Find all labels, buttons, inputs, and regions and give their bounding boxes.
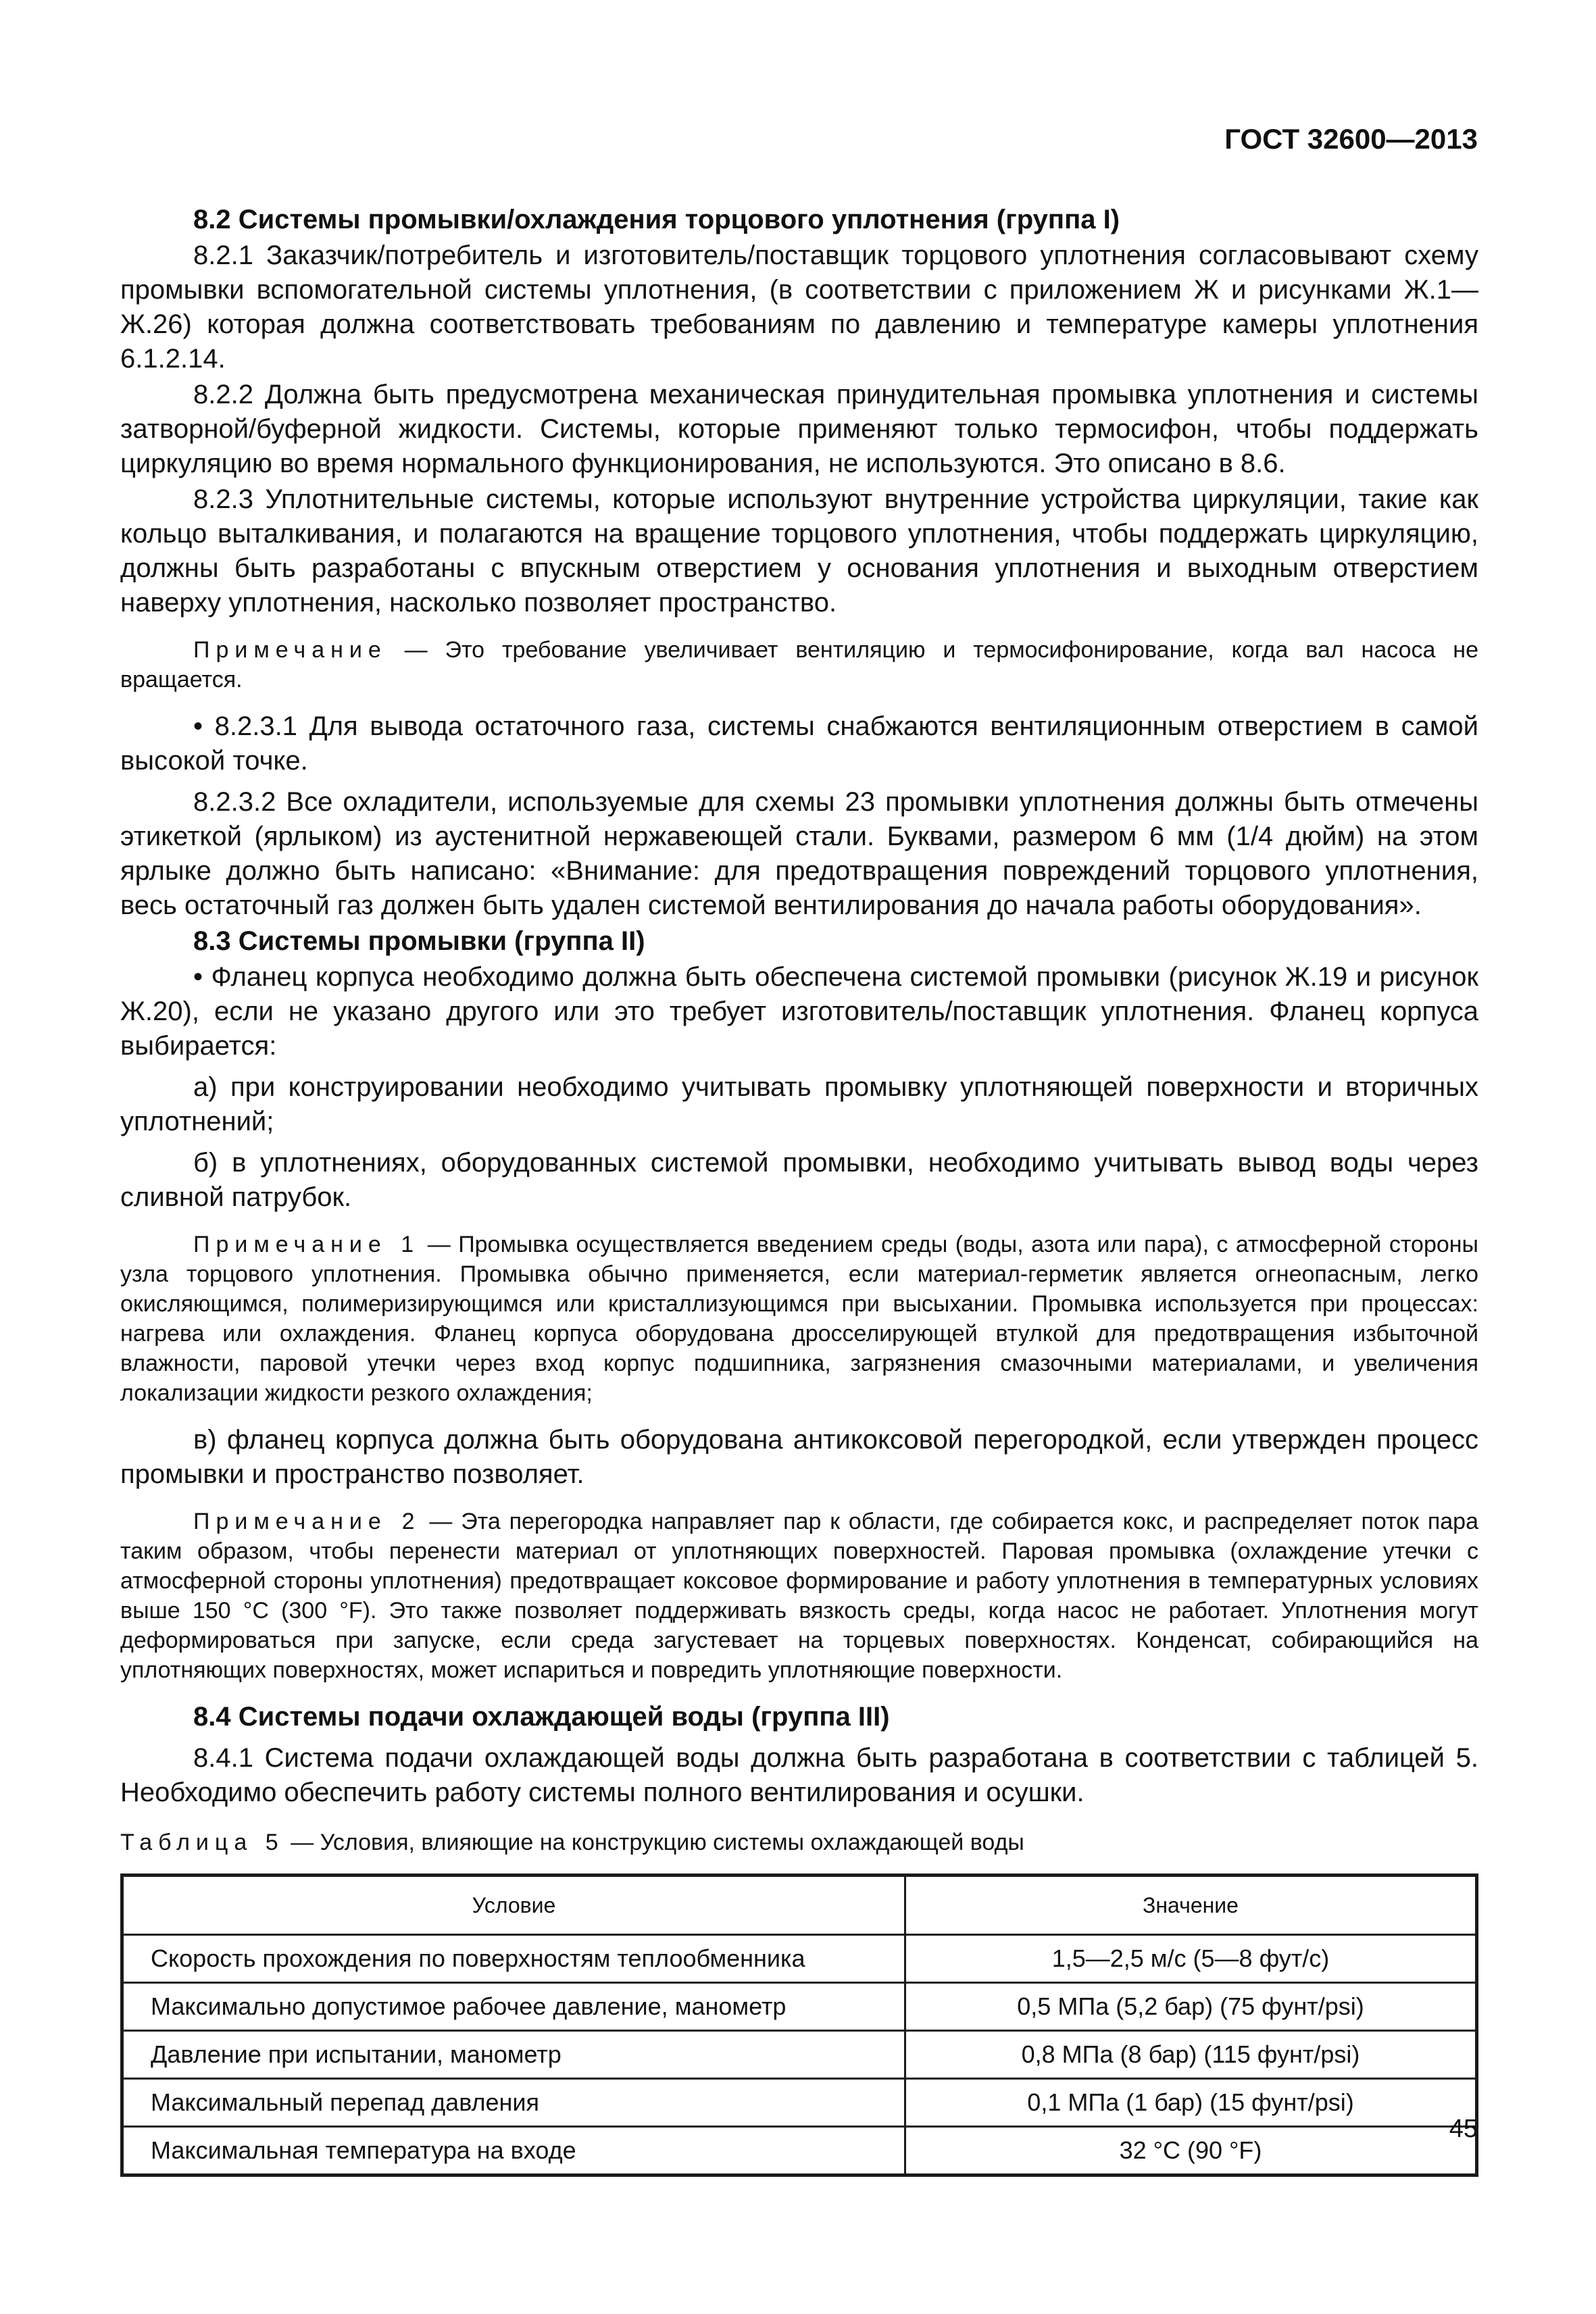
note-8-2-3 [120, 635, 1478, 695]
list-item-b: б) в уплотнениях, оборудованных системой промывки, необходимо учитывать вывод воды через сливной патрубок. [120, 1148, 1478, 1212]
table-row [122, 2127, 1477, 2175]
condition-cell: Максимальный перепад давления [122, 2079, 905, 2127]
table-5-caption [120, 1828, 1478, 1857]
column-header-value: Значение [905, 1876, 1477, 1935]
table-header-row [122, 1876, 1477, 1935]
section-heading-8-2: 8.2 Системы промывки/охлаждения торцового уплотнения (группа I) [193, 205, 1120, 234]
note-text: — Это требование увеличивает вентиляцию и термосифонирование, когда вал насоса не вращается. [120, 637, 1478, 693]
table-caption-label: Таблица 5 [120, 1830, 284, 1855]
paragraph-8-2-3: 8.2.3 Уплотнительные системы, которые используют внутренние устройства циркуляции, такие как кольцо выталкивания, и полагаются на вращение торцового уплотнения, чтобы поддержать циркуляцию, должны быть разработаны с впускным отверстием у основания уплотнения и выходным отверстием наверху уплотнения, насколько позволяет пространство. [120, 484, 1478, 618]
paragraph-8-2-3-2: 8.2.3.2 Все охладители, используемые для схемы 23 промывки уплотнения должны быть отмечены этикеткой (ярлыком) из аустенитной нержавеющей стали. Буквами, размером 6 мм (1/4 дюйм) на этом ярлыке должно быть написано: «Внимание: для предотвращения повреждений торцового уплотнения, весь остаточный газ должен быть удален системой вентилирования до начала работы оборудования». [120, 787, 1478, 920]
value-cell: 0,1 МПа (1 бар) (15 фунт/psi) [905, 2079, 1477, 2127]
value-cell: 32 °С (90 °F) [905, 2127, 1477, 2175]
note-1-text: — Промывка осуществляется введением среды (воды, азота или пара), с атмосферной стороны узла торцового уплотнения. Промывка обычно применяется, если материал-герметик является огнеопасным, легко окисляющимся, полимеризирующимся или кристаллизующимся при высыхании. Промывка используется при процессах: нагрева или охлаждения. Фланец корпуса оборудована дросселирующей втулкой для предотвращения избыточной влажности, паровой утечки через вход корпус подшипника, загрязнения смазочными материалами, и увеличения локализации жидкости резкого охлаждения; [120, 1232, 1478, 1406]
value-cell: 1,5—2,5 м/с (5—8 фут/с) [905, 1935, 1477, 1983]
list-item-a: а) при конструировании необходимо учитывать промывку уплотняющей поверхности и вторичных уплотнений; [120, 1072, 1478, 1136]
condition-cell: Максимальная температура на входе [122, 2127, 905, 2175]
value-cell: 0,5 МПа (5,2 бар) (75 фунт/psi) [905, 1983, 1477, 2031]
column-header-condition: Условие [122, 1876, 905, 1935]
condition-cell: Давление при испытании, манометр [122, 2031, 905, 2079]
table-row [122, 1935, 1477, 1983]
paragraph-8-2-1: 8.2.1 Заказчик/потребитель и изготовитель/поставщик торцового уплотнения согласовывают схему промывки вспомогательной системы уплотнения, (в соответствии с приложением Ж и рисунками Ж.1—Ж.26) которая должна соответствовать требованиям по давлению и температуре камеры уплотнения 6.1.2.14. [120, 241, 1478, 374]
table-row [122, 2079, 1477, 2127]
table-5 [120, 1873, 1478, 2177]
value-cell: 0,8 МПа (8 бар) (115 фунт/psi) [905, 2031, 1477, 2079]
note-2-label: Примечание 2 [193, 1509, 421, 1534]
note-2 [120, 1507, 1478, 1685]
page-number: 45 [1449, 2115, 1478, 2143]
note-label: Примечание [193, 637, 387, 663]
note-2-text: — Эта перегородка направляет пар к области, где собирается кокс, и распределяет поток пара таким образом, чтобы перенести материал от уплотняющих поверхностей. Паровая промывка (охлаждение утечки с атмосферной стороны уплотнения) предотвращает коксовое формирование и работу уплотнения в температурных условиях выше 150 °С (300 °F). Это также позволяет поддерживать вязкость среды, когда насос не работает. Уплотнения могут деформироваться при запуске, если среда загустевает на торцевых поверхностях. Конденсат, собирающийся на уплотняющих поверхностях, может испариться и повредить уплотняющие поверхности. [120, 1509, 1478, 1683]
table-row [122, 2031, 1477, 2079]
condition-cell: Максимально допустимое рабочее давление, манометр [122, 1983, 905, 2031]
standard-designation: ГОСТ 32600—2013 [1224, 123, 1478, 155]
table-caption-text: — Условия, влияющие на конструкцию системы охлаждающей воды [284, 1830, 1024, 1855]
section-heading-8-3: 8.3 Системы промывки (группа II) [193, 926, 645, 956]
page-content [120, 203, 1478, 2177]
note-1 [120, 1230, 1478, 1408]
note-1-label: Примечание 1 [193, 1232, 420, 1257]
paragraph-8-2-3-1: • 8.2.3.1 Для вывода остаточного газа, системы снабжаются вентиляционным отверстием в самой высокой точке. [120, 711, 1478, 776]
paragraph-8-3-intro: • Фланец корпуса необходимо должна быть обеспечена системой промывки (рисунок Ж.19 и рисунок Ж.20), если не указано другого или это требует изготовитель/поставщик уплотнения. Фланец корпуса выбирается: [120, 962, 1478, 1061]
section-heading-8-4: 8.4 Системы подачи охлаждающей воды (группа III) [193, 1702, 890, 1732]
paragraph-8-2-2: 8.2.2 Должна быть предусмотрена механическая принудительная промывка уплотнения и системы затворной/буферной жидкости. Системы, которые применяют только термосифон, чтобы поддержать циркуляцию во время нормального функционирования, не используются. Это описано в 8.6. [120, 380, 1478, 478]
condition-cell: Скорость прохождения по поверхностям теплообменника [122, 1935, 905, 1983]
list-item-c: в) фланец корпуса должна быть оборудована антикоксовой перегородкой, если утвержден процесс промывки и пространство позволяет. [120, 1425, 1478, 1489]
paragraph-8-4-1: 8.4.1 Система подачи охлаждающей воды должна быть разработана в соответствии с таблицей 5. Необходимо обеспечить работу системы полного вентилирования и осушки. [120, 1743, 1478, 1807]
table-row [122, 1983, 1477, 2031]
